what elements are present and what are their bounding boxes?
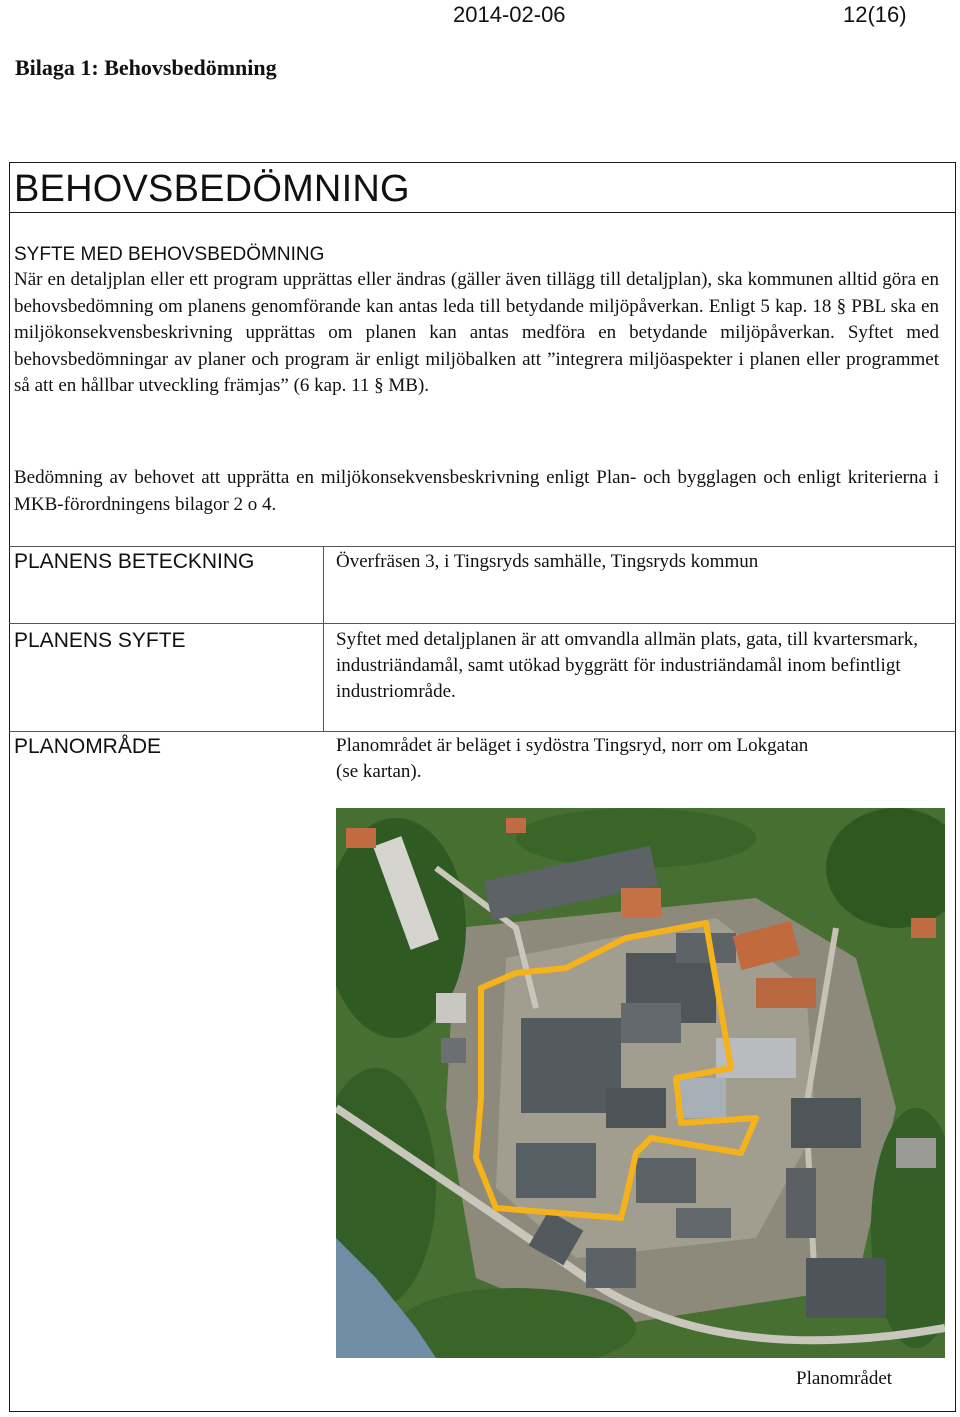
table-top-divider (9, 546, 956, 547)
assessment-paragraph: Bedömning av behovet att upprätta en miljökonsekvensbeskrivning enligt Plan- och bygglagen och enligt kriterierna i MKB-förordningens bilagor 2 o 4. (14, 467, 939, 515)
header-page-number: 12(16) (843, 2, 907, 27)
appendix-title: Bilaga 1: Behovsbedömning (15, 55, 277, 80)
value-plan-designation: Överfräsen 3, i Tingsryds samhälle, Tingsryds kommun (336, 551, 759, 572)
title-divider (9, 212, 956, 213)
intro-paragraph: När en detaljplan eller ett program upprättas eller ändras (gäller även tillägg till detaljplan), ska kommunen alltid göra en behovsbedömning om planens genomförande kan antas leda till betydande miljöpåverkan. Enligt 5 kap. 18 § PBL ska en miljökonsekvensbeskrivning upprättas om planen kan antas medföra en betydande miljöpåverkan. Syftet med behovsbedömningar av planer och program är enligt miljöbalken att ”integrera miljöaspekter i planen eller programmet så att en hållbar utveckling främjas” (6 kap. 11 § MB). (14, 269, 939, 396)
table-row-divider (9, 731, 956, 732)
table-row-divider (9, 623, 956, 624)
label-plan-designation: PLANENS BETECKNING (14, 550, 255, 573)
map-caption: Planområdet (796, 1368, 893, 1389)
aerial-map (336, 808, 945, 1358)
label-plan-area: PLANOMRÅDE (14, 735, 162, 758)
value-plan-area: Planområdet är beläget i sydöstra Tingsryd, norr om Lokgatan (se kartan). (336, 735, 809, 782)
table-column-divider (323, 547, 324, 732)
section-heading: SYFTE MED BEHOVSBEDÖMNING (14, 244, 325, 265)
aerial-map-graphic (336, 808, 945, 1358)
page-title: BEHOVSBEDÖMNING (14, 168, 410, 210)
value-plan-purpose: Syftet med detaljplanen är att omvandla allmän plats, gata, till kvartersmark, industriändamål, samt utökad byggrätt för industriändamål inom befintligt industriområde. (336, 629, 918, 702)
label-plan-purpose: PLANENS SYFTE (14, 629, 186, 652)
header-date: 2014-02-06 (453, 2, 566, 27)
